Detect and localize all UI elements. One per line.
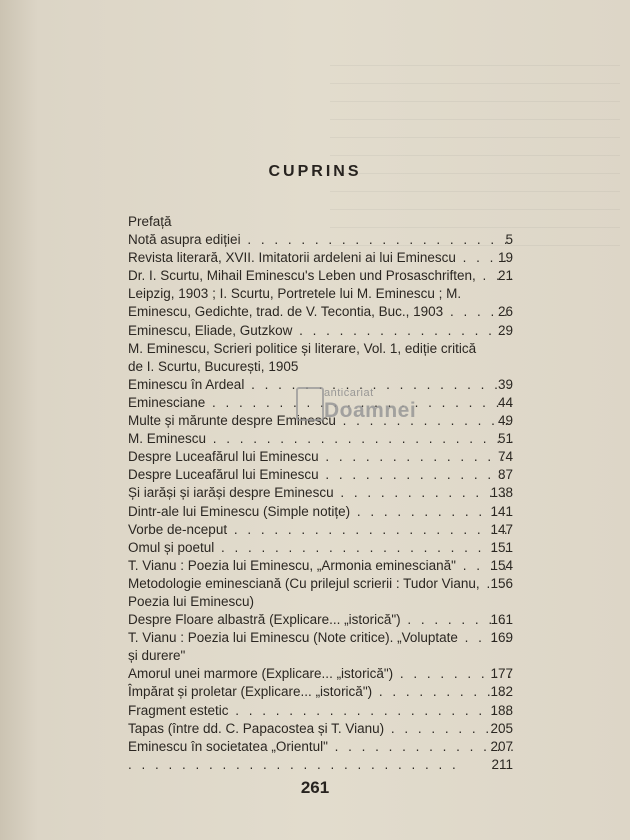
toc-entry-text: Eminescu în societatea „Orientul" . . <box>128 738 513 756</box>
toc-entry-text: Amorul unei marmore (Explicare... „istorică") . . <box>128 665 513 683</box>
toc-page-number: 19 <box>497 250 513 266</box>
toc-entry-text: Eminesciane . . <box>128 394 513 412</box>
toc-entry-text: și durere" <box>128 648 186 664</box>
toc-entry-text: T. Vianu : Poezia lui Eminescu, „Armonia eminesciană" . . <box>128 557 513 575</box>
toc-entry-text: Și iarăși și iarăși despre Eminescu . . <box>128 484 513 502</box>
toc-page-number: 177 <box>490 666 513 682</box>
toc-entry <box>128 738 513 756</box>
toc-entry-text: Poezia lui Eminescu) <box>128 593 255 609</box>
toc-page-number: 44 <box>497 394 513 410</box>
toc-entry <box>128 756 513 774</box>
toc-page-number: 188 <box>490 702 513 718</box>
toc-entry <box>128 285 513 321</box>
toc-entry-text: Prefață <box>128 214 172 229</box>
toc-entry-text: Eminescu, Gedichte, trad. de V. Tecontia, Buc., 1903 . . <box>128 303 513 321</box>
watermark-big-text: Doamnei <box>324 399 417 422</box>
toc-entry-text: Revista literară, XVII. Imitatorii ardeleni ai lui Eminescu . . <box>128 249 513 267</box>
toc-entry <box>128 575 513 593</box>
toc-entry <box>128 539 513 557</box>
toc-page-number: 211 <box>491 756 513 772</box>
toc-entry <box>128 466 513 484</box>
toc-page-number: 87 <box>497 467 513 483</box>
toc-entry-text: Metodologie eminesciană (Cu prilejul scrierii : Tudor Vianu, . . <box>128 575 513 593</box>
toc-entry-text: Fragment estetic . . <box>128 702 513 720</box>
toc-page-number: 141 <box>490 503 513 519</box>
toc-entry <box>128 340 513 376</box>
toc-entry <box>128 593 513 611</box>
toc-page-number: 156 <box>490 575 513 591</box>
toc-entry-text: Vorbe de-nceput . . <box>128 521 513 539</box>
toc-entry-text <box>128 756 513 774</box>
toc-entry <box>128 231 513 249</box>
toc-entry-text: Despre Floare albastră (Explicare... „istorică") . . <box>128 611 513 629</box>
toc-entry <box>128 720 513 738</box>
watermark-logo <box>296 387 426 439</box>
toc-entry-text: M. Eminescu, Scrieri politice și literare, Vol. 1, ediție critică <box>128 340 477 356</box>
toc-page-number: 51 <box>497 431 513 447</box>
toc-entry <box>128 503 513 521</box>
toc-entry-text: Dintr-ale lui Eminescu (Simple notițe) . . <box>128 503 513 521</box>
toc-entry <box>128 611 513 629</box>
toc-page-number: 151 <box>490 539 513 555</box>
toc-entry <box>128 647 513 665</box>
toc-page-number: 29 <box>497 322 513 338</box>
toc-page-number: 21 <box>497 268 513 284</box>
toc-entry <box>128 213 513 231</box>
toc-page-number: 205 <box>490 720 513 736</box>
toc-entry-text: Notă asupra ediției . . <box>128 231 513 249</box>
toc-page-number: 74 <box>497 449 513 465</box>
toc-page-number: 49 <box>497 413 513 429</box>
toc-entry-text: Omul și poetul . . <box>128 539 513 557</box>
toc-entry-text: Despre Luceafărul lui Eminescu . . <box>128 448 513 466</box>
toc-page-number: 26 <box>497 304 513 320</box>
toc-entry <box>128 322 513 340</box>
page-number: 261 <box>300 778 330 797</box>
watermark-frame-icon <box>296 387 324 421</box>
toc-entry-text: Dr. I. Scurtu, Mihail Eminescu's Leben und Prosaschriften, . . <box>128 267 513 285</box>
toc-entry <box>128 521 513 539</box>
toc-page-number: 147 <box>490 521 513 537</box>
toc-entry-text: Tapas (între dd. C. Papacostea și T. Vianu) . . <box>128 720 513 738</box>
toc-entry-text: M. Eminescu . . <box>128 430 513 448</box>
toc-entry <box>128 683 513 701</box>
watermark-small-text: anticariat <box>324 387 374 399</box>
toc-page-number: 182 <box>490 684 513 700</box>
toc-page-number: 138 <box>490 485 513 501</box>
toc-entry <box>128 448 513 466</box>
toc-entry <box>128 267 513 285</box>
toc-page-number: 39 <box>497 376 513 392</box>
toc-entry-text: Leipzig, 1903 ; I. Scurtu, Portretele lui M. Eminescu ; M. <box>128 286 462 302</box>
toc-entry-text: Împărat și proletar (Explicare... „istorică") . . <box>128 683 513 701</box>
toc-entry <box>128 665 513 683</box>
toc-entry-text: Despre Luceafărul lui Eminescu . . <box>128 466 513 484</box>
toc-page-number: 154 <box>490 557 513 573</box>
toc-entry-text: Multe și mărunte despre Eminescu . . <box>128 412 513 430</box>
toc-entry-text: Eminescu, Eliade, Gutzkow . . <box>128 322 513 340</box>
toc-entry <box>128 702 513 720</box>
toc-entry <box>128 557 513 575</box>
toc-page-number: 161 <box>490 612 513 628</box>
toc-entry-text: T. Vianu : Poezia lui Eminescu (Note critice). „Voluptate . . <box>128 629 513 647</box>
toc-entry-text: Eminescu în Ardeal . . <box>128 376 513 394</box>
page-title: CUPRINS <box>268 163 362 180</box>
toc-entry <box>128 484 513 502</box>
toc-entry <box>128 249 513 267</box>
toc-page-number: 207 <box>490 738 513 754</box>
table-of-contents <box>128 213 513 774</box>
toc-entry <box>128 629 513 647</box>
toc-page-number: 169 <box>490 630 513 646</box>
toc-entry-text: de I. Scurtu, București, 1905 <box>128 358 299 374</box>
toc-page-number: 5 <box>505 232 513 248</box>
